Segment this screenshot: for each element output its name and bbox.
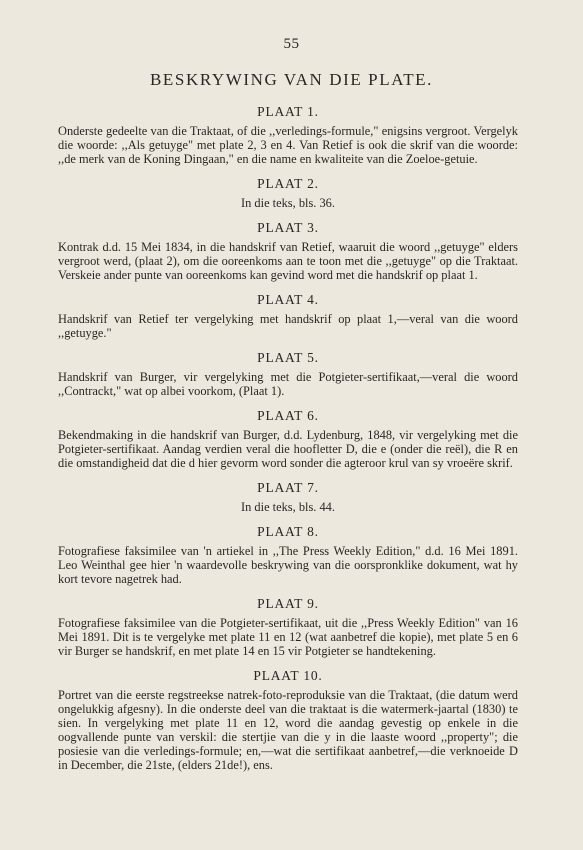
plate-heading: PLAAT 9.	[257, 596, 319, 611]
plate-description: Fotografiese faksimilee van die Potgieter-sertifikaat, uit die ,,Press Weekly Edition" van 16 Mei 1891. Dit is te vergelyke met plate 11 en 12 (wat aanbetref die kopie), met plate 5 en 6 vir Burger se handskrif, en met plate 14 en 15 vir Potgieter se handtekening.	[58, 616, 518, 658]
plate-heading: PLAAT 4.	[257, 292, 319, 307]
plate-description: Handskrif van Retief ter vergelyking met handskrif op plaat 1,—veral van die woord ,,getuyge."	[58, 312, 518, 340]
plate-heading: PLAAT 2.	[257, 176, 319, 191]
plate-description: Kontrak d.d. 15 Mei 1834, in die handskrif van Retief, waaruit die woord ,,getuyge" elders vergroot werd, (plaat 2), om die ooreenkoms aan te toon met die ,,getuyge" op die Traktaat. Verskeie ander punte van ooreenkoms kan gevind word met die handskrif op plaat 1.	[58, 240, 518, 282]
plate-heading: PLAAT 5.	[257, 350, 319, 365]
plate-description: In die teks, bls. 44.	[241, 500, 335, 514]
plate-6-section	[58, 408, 518, 470]
plate-description: Bekendmaking in die handskrif van Burger, d.d. Lydenburg, 1848, vir vergelyking met die Potgieter-sertifikaat. Aandag verdien veral die hoofletter D, die e (onder die reël), die R en die omstandigheid dat die d hier gevorm word sonder die agteroor krul van sy vroeëre skrif.	[58, 428, 518, 470]
plate-description: Fotografiese faksimilee van 'n artiekel in ,,The Press Weekly Edition," d.d. 16 Mei 1891. Leo Weinthal gee hier 'n waardevolle beskrywing van die oorspronklike dokument, wat hy kort tevore nagetrek had.	[58, 544, 518, 586]
plate-description: Handskrif van Burger, vir vergelyking met die Potgieter-sertifikaat,—veral die woord ,,Contrackt," wat op albei voorkom, (Plaat 1).	[58, 370, 518, 398]
plate-2-section	[58, 176, 518, 210]
plate-10-section	[58, 668, 518, 772]
plate-heading: PLAAT 7.	[257, 480, 319, 495]
plate-description: In die teks, bls. 36.	[241, 196, 335, 210]
plate-5-section	[58, 350, 518, 398]
plate-description: Onderste gedeelte van die Traktaat, of die ,,verledings-formule," enigsins vergroot. Vergelyk die woorde: ,,Als getuyge" met plate 2, 3 en 4. Van Retief is ook die skrif van die woorde: ,,de merk van de Koning Dingaan," en die name en kwaliteite van die Zoeloe-getuie.	[58, 124, 518, 166]
plate-8-section	[58, 524, 518, 586]
plate-heading: PLAAT 3.	[257, 220, 319, 235]
plate-9-section	[58, 596, 518, 658]
plate-heading: PLAAT 10.	[253, 668, 323, 683]
page-title: BESKRYWING VAN DIE PLATE.	[149, 70, 434, 89]
plate-7-section	[58, 480, 518, 514]
plate-description: Portret van die eerste regstreekse natrek-foto-reproduksie van die Traktaat, (die datum werd ongelukkig afgesny). In die onderste deel van die traktaat is die watermerk-jaartal (1830) te sien. In vergelyking met plate 11 en 12, word die aandag gevestig op enkele in die oogvallende punte van verskil: die stertjie van die y in die laaste woord ,,property"; die posiesie van die verledings-formule; en,—wat die sertifikaat aanbetref,—die verknoeide D in December, die 21ste, (elders 21de!), ens.	[58, 688, 518, 772]
plate-3-section	[58, 220, 518, 282]
plate-heading: PLAAT 8.	[257, 524, 319, 539]
plate-heading: PLAAT 1.	[257, 104, 319, 119]
plate-heading: PLAAT 6.	[257, 408, 319, 423]
plate-4-section	[58, 292, 518, 340]
plate-1-section	[58, 104, 518, 166]
page-number: 55	[283, 36, 300, 52]
plate-descriptions	[58, 104, 518, 772]
